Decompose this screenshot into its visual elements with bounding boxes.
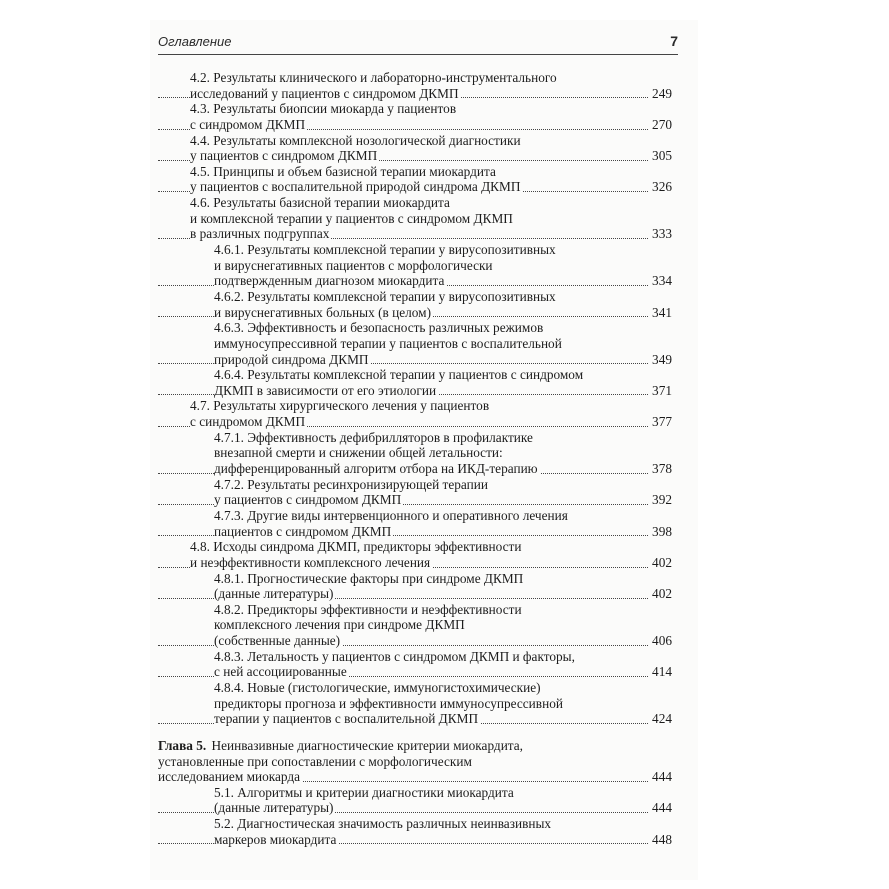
toc-entry (158, 649, 672, 680)
toc-entry (158, 242, 672, 289)
toc-text: внезапной смерти и снижении общей летальности: (214, 445, 503, 461)
toc-entry (158, 133, 672, 164)
toc-text: природой синдрома ДКМП (214, 351, 369, 367)
toc-text: предикторы прогноза и эффективности иммуносупрессивной (214, 695, 563, 711)
toc-line (158, 508, 672, 524)
toc-page-number: 305 (649, 148, 672, 164)
toc-page-number: 349 (649, 352, 672, 368)
toc-entry (158, 398, 672, 429)
toc-line (158, 633, 672, 649)
toc-text: и комплексной терапии у пациентов с синдромом ДКМП (190, 210, 513, 226)
toc-line (158, 539, 672, 555)
toc-line (158, 133, 672, 149)
toc-page-number: 402 (649, 555, 672, 571)
toc-entry (158, 785, 672, 816)
toc-page-number: 402 (649, 586, 672, 602)
toc-entry (158, 320, 672, 367)
toc-text: и неэффективности комплексного лечения (190, 554, 431, 570)
toc-text: с синдромом ДКМП (190, 414, 306, 430)
toc-line (158, 492, 672, 508)
toc-line (158, 680, 672, 696)
toc-text: с ней ассоциированные (214, 664, 347, 680)
toc-line (158, 832, 672, 848)
toc-text: 4.5. Принципы и объем базисной терапии миокардита (190, 163, 496, 179)
toc-line (158, 816, 672, 832)
toc-line (158, 86, 672, 102)
toc-line (158, 785, 672, 801)
toc-line (158, 414, 672, 430)
toc-line (158, 571, 672, 587)
toc-line (158, 258, 672, 274)
toc-text: иммуносупрессивной терапии у пациентов с воспалительной (214, 335, 562, 351)
toc-entry (158, 680, 672, 727)
running-title: Оглавление (158, 34, 232, 49)
toc-page-number: 249 (649, 86, 672, 102)
toc-page-number: 392 (649, 492, 672, 508)
toc-line (158, 289, 672, 305)
toc-text: дифференцированный алгоритм отбора на ИКД-терапию (214, 461, 538, 477)
toc-page-number: 270 (649, 117, 672, 133)
toc-text: терапии у пациентов с воспалительной ДКМП (214, 711, 479, 727)
toc-text: маркеров миокардита (214, 831, 337, 847)
toc-line (158, 555, 672, 571)
toc-page-number: 444 (649, 800, 672, 816)
toc-line (158, 70, 672, 86)
page-header (158, 34, 678, 54)
toc-line (158, 754, 672, 770)
toc-text: 4.8.1. Прогностические факторы при синдроме ДКМП (214, 570, 524, 586)
toc-page-number: 398 (649, 524, 672, 540)
toc-text: (собственные данные) (214, 633, 341, 649)
toc-text: исследованием миокарда (158, 769, 301, 785)
toc-entry (158, 571, 672, 602)
toc-text: 4.4. Результаты комплексной нозологической диагностики (190, 132, 521, 148)
toc-entry (158, 602, 672, 649)
header-rule (158, 54, 678, 55)
toc-text: Неинвазивные диагностические критерии миокардита, (208, 737, 524, 753)
toc-text: с синдромом ДКМП (190, 116, 306, 132)
toc-entry (158, 738, 672, 785)
toc-entry (158, 164, 672, 195)
toc-line (158, 179, 672, 195)
toc-line (158, 320, 672, 336)
toc-page-number: 326 (649, 179, 672, 195)
toc-line (158, 164, 672, 180)
toc-text: 4.7.1. Эффективность дефибрилляторов в профилактике (214, 429, 533, 445)
toc-line (158, 524, 672, 540)
toc-line (158, 242, 672, 258)
toc-page-number: 341 (649, 305, 672, 321)
toc-page-number: 333 (649, 226, 672, 242)
toc-line (158, 398, 672, 414)
toc-text: 4.6.1. Результаты комплексной терапии у вирусопозитивных (214, 242, 556, 258)
toc-text: 4.2. Результаты клинического и лабораторно-инструментального (190, 70, 557, 85)
toc-line (158, 738, 672, 754)
toc-line (158, 430, 672, 446)
toc-text: 4.7. Результаты хирургического лечения у пациентов (190, 398, 490, 414)
toc-page-number: 334 (649, 273, 672, 289)
toc-text: (данные литературы) (214, 586, 334, 602)
toc-page-number: 371 (649, 383, 672, 399)
toc-entry (158, 101, 672, 132)
toc-text: ДКМП в зависимости от его этиологии (214, 382, 437, 398)
toc-line (158, 211, 672, 227)
toc-text: 4.8.2. Предикторы эффективности и неэффективности (214, 601, 522, 617)
toc-line (158, 586, 672, 602)
toc-text: 4.6. Результаты базисной терапии миокардита (190, 195, 450, 211)
toc-text: 4.3. Результаты биопсии миокарда у пациентов (190, 101, 457, 117)
toc-page-number: 444 (649, 769, 672, 785)
toc-entry (158, 816, 672, 847)
toc-line (158, 696, 672, 712)
toc-text: подтвержденным диагнозом миокардита (214, 273, 445, 289)
toc-line (158, 711, 672, 727)
toc-text: 5.1. Алгоритмы и критерии диагностики миокардита (214, 784, 514, 800)
toc-page-number: 448 (649, 832, 672, 848)
toc-text: 4.6.3. Эффективность и безопасность различных режимов (214, 320, 544, 336)
toc-text: установленные при сопоставлении с морфологическим (158, 753, 472, 769)
toc-text: 4.7.2. Результаты ресинхронизирующей терапии (214, 476, 488, 492)
toc-entry (158, 508, 672, 539)
toc-line (158, 305, 672, 321)
toc-text: 4.8. Исходы синдрома ДКМП, предикторы эффективности (190, 539, 522, 555)
toc-text: пациентов с синдромом ДКМП (214, 523, 392, 539)
toc-entry (158, 477, 672, 508)
toc-text: 4.6.2. Результаты комплексной терапии у вирусопозитивных (214, 288, 556, 304)
toc-text: и вируснегативных больных (в целом) (214, 304, 431, 320)
toc-line (158, 461, 672, 477)
toc-line (158, 101, 672, 117)
toc-line (158, 477, 672, 493)
toc-line (158, 769, 672, 785)
toc-page-number: 406 (649, 633, 672, 649)
table-of-contents (158, 70, 672, 847)
toc-page-number: 378 (649, 461, 672, 477)
toc-text: 4.7.3. Другие виды интервенционного и оперативного лечения (214, 507, 568, 523)
toc-text: у пациентов с синдромом ДКМП (190, 148, 378, 164)
toc-line (158, 367, 672, 383)
toc-text: исследований у пациентов с синдромом ДКМП (190, 85, 459, 101)
toc-text: комплексного лечения при синдроме ДКМП (214, 617, 465, 633)
toc-page-number: 414 (649, 664, 672, 680)
toc-page-number: 377 (649, 414, 672, 430)
toc-entry (158, 367, 672, 398)
toc-entry (158, 430, 672, 477)
toc-text: у пациентов с синдромом ДКМП (214, 492, 402, 508)
toc-text: 4.8.3. Летальность у пациентов с синдромом ДКМП и факторы, (214, 648, 575, 664)
toc-line (158, 148, 672, 164)
toc-entry (158, 289, 672, 320)
toc-line (158, 664, 672, 680)
toc-line (158, 602, 672, 618)
toc-line (158, 649, 672, 665)
toc-line (158, 800, 672, 816)
toc-line (158, 273, 672, 289)
toc-entry (158, 195, 672, 242)
toc-line (158, 383, 672, 399)
toc-line (158, 352, 672, 368)
toc-text: (данные литературы) (214, 800, 334, 816)
toc-text: 5.2. Диагностическая значимость различных неинвазивных (214, 816, 552, 832)
toc-line (158, 336, 672, 352)
toc-entry (158, 539, 672, 570)
toc-line (158, 117, 672, 133)
toc-page-number: 424 (649, 711, 672, 727)
page-number: 7 (670, 33, 678, 49)
toc-text: у пациентов с воспалительной природой синдрома ДКМП (190, 179, 521, 195)
toc-line (158, 195, 672, 211)
toc-line (158, 617, 672, 633)
toc-text: и вируснегативных пациентов с морфологически (214, 257, 493, 273)
toc-entry (158, 70, 672, 101)
toc-text: 4.6.4. Результаты комплексной терапии у пациентов с синдромом (214, 367, 584, 383)
toc-text: 4.8.4. Новые (гистологические, иммуногистохимические) (214, 679, 541, 695)
toc-text: в различных подгруппах (190, 226, 330, 242)
toc-line (158, 445, 672, 461)
toc-line (158, 226, 672, 242)
chapter-label: Глава 5. (158, 737, 207, 753)
